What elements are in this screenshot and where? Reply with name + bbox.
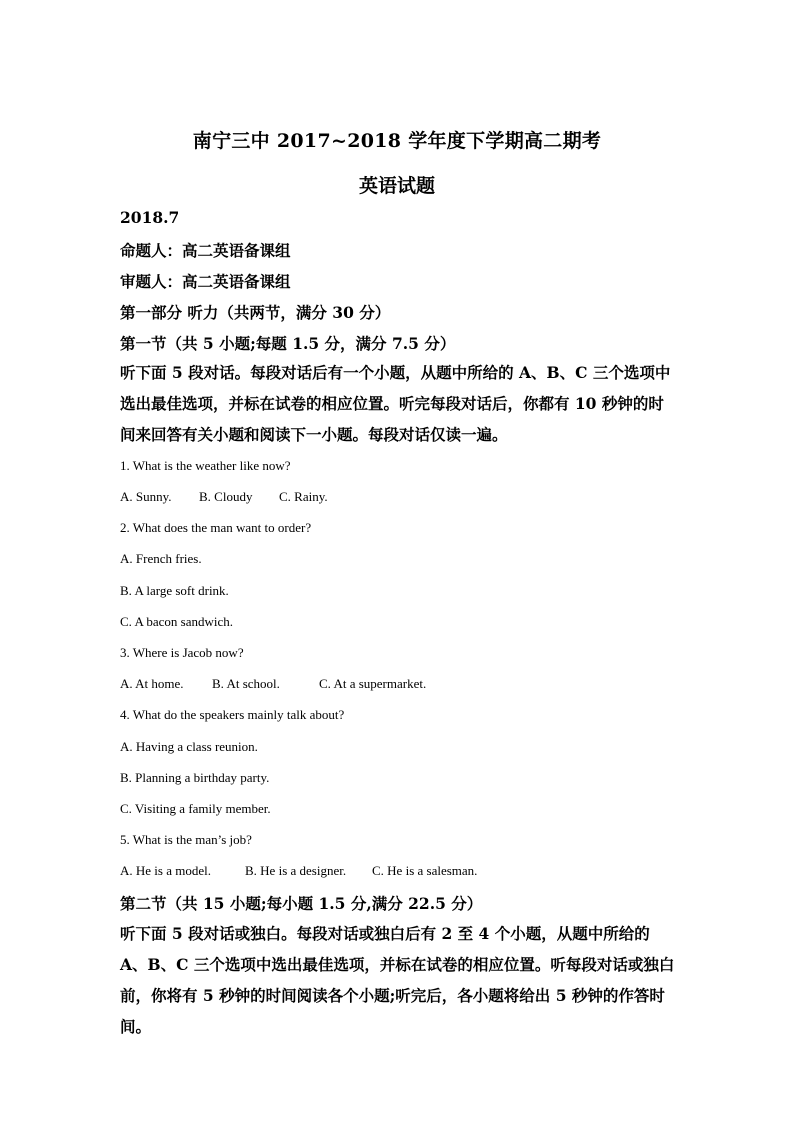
exam-subtitle: 英语试题 (358, 175, 435, 197)
question-2-option-b: B. A large soft drink. (120, 583, 229, 598)
question-4-option-b: B. Planning a birthday party. (120, 770, 270, 785)
question-2-option-a: A. French fries. (120, 551, 202, 566)
section1-instructions: 听下面 5 段对话。每段对话后有一个小题，从题中所给的 A、B、C 三个选项中选出最佳选项，并标在试卷的相应位置。听完每段对话后，你都有 10 秒钟的时间来回答有关小题和阅读下一小题。每段对话仅读一遍。 (120, 363, 671, 444)
question-1-options (120, 489, 328, 505)
question-3-option-c: C. At a supermarket. (319, 676, 427, 691)
question-2-stem: 2. What does the man want to order? (120, 520, 312, 535)
question-5-option-a: A. He is a model. (120, 863, 211, 878)
section2-heading: 第二节（共 15 小题;每小题 1.5 分,满分 22.5 分） (120, 894, 483, 913)
setter-line: 命题人：高二英语备课组 (120, 241, 291, 260)
question-1-stem: 1. What is the weather like now? (120, 458, 291, 473)
question-1-option-b: B. Cloudy (199, 489, 253, 504)
question-5-options (120, 863, 478, 879)
exam-date: 2018.7 (120, 208, 180, 227)
question-3-stem: 3. Where is Jacob now? (120, 645, 244, 660)
question-3-option-b: B. At school. (212, 676, 280, 691)
section2-instructions: 听下面 5 段对话或独白。每段对话或独白后有 2 至 4 个小题，从题中所给的 A、B、C 三个选项中选出最佳选项，并标在试卷的相应位置。听每段对话或独白前，你将有 5 秒钟的时间阅读各个小题;听完后，各小题将给出 5 秒钟的作答时间。 (120, 924, 675, 1036)
part1-heading: 第一部分 听力（共两节，满分 30 分） (120, 303, 391, 322)
question-5-option-b: B. He is a designer. (245, 863, 347, 878)
question-4-stem: 4. What do the speakers mainly talk about? (120, 707, 345, 722)
question-4-option-a: A. Having a class reunion. (120, 739, 258, 754)
question-1-option-c: C. Rainy. (279, 489, 328, 504)
question-5-option-c: C. He is a salesman. (372, 863, 478, 878)
question-1-option-a: A. Sunny. (120, 489, 172, 504)
section1-heading: 第一节（共 5 小题;每题 1.5 分，满分 7.5 分） (120, 334, 456, 353)
exam-title: 南宁三中 2017~2018 学年度下学期高二期考 (192, 130, 602, 152)
reviewer-line: 审题人：高二英语备课组 (120, 272, 291, 291)
question-2-option-c: C. A bacon sandwich. (120, 614, 234, 629)
question-4-option-c: C. Visiting a family member. (120, 801, 271, 816)
question-3-options (120, 676, 427, 692)
question-5-stem: 5. What is the man’s job? (120, 832, 252, 847)
question-3-option-a: A. At home. (120, 676, 184, 691)
